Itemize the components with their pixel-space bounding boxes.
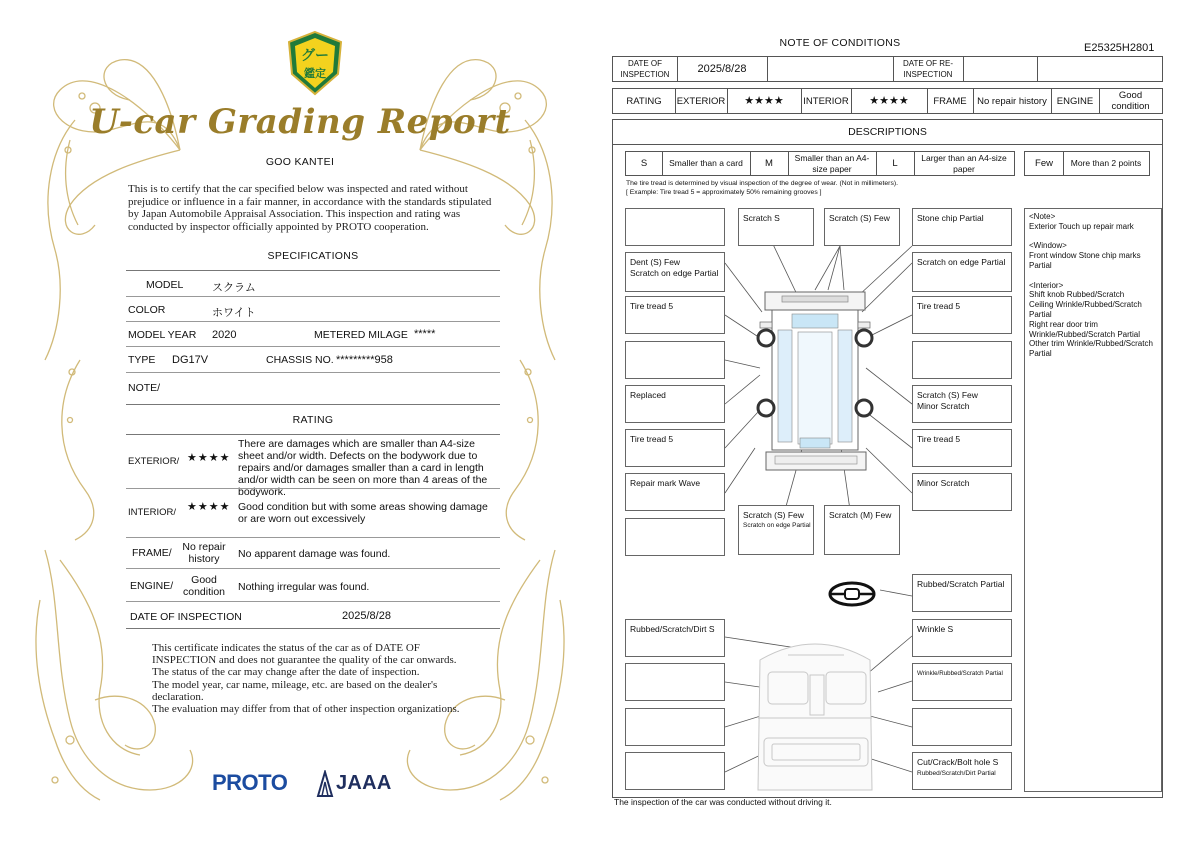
legend-code-s: S [640,158,648,169]
model-value: スクラム [212,282,256,294]
model-year-label: MODEL YEAR [128,329,197,341]
condition-text: Repair mark Wave [630,478,701,488]
legend-text-s: Smaller than a card [669,158,743,168]
condition-text: Replaced [630,390,666,400]
interior-stars: ★★★★ [869,94,909,107]
condition-box-left-3 [625,341,725,379]
interior-description: Good condition but with some areas showing damage or are worn out excessively [238,501,488,525]
color-value: ホワイト [212,307,256,319]
condition-box-left-1 [625,252,725,292]
condition-box-left-7 [625,518,725,556]
condition-text: Tire tread 5 [917,434,961,444]
condition-text: Scratch (S) Few [743,510,804,520]
type-value: DG17V [172,354,209,366]
frame-label: FRAME [933,95,967,107]
condition-text: Scratch (S) Few Minor Scratch [917,390,978,411]
frame-label: FRAME/ [132,547,172,559]
condition-box-left-6 [625,473,725,511]
chassis-label: CHASSIS NO. [266,354,334,366]
mileage-value: ***** [414,328,436,340]
divider [126,372,500,373]
exterior-description: There are damages which are smaller than A4-size sheet and/or width. Defects on the bodywork due to repairs and/or damages smaller than a card in length and/or width can be seen on more than 4 areas of the bodywork. [238,438,488,498]
exterior-stars: ★★★★ [744,94,784,107]
footer-line: The evaluation may differ from that of other inspection organizations. [152,703,460,716]
interior-box-right-2 [912,619,1012,657]
engine-label: ENGINE/ [130,580,174,592]
note-line: Front window Stone chip marks Partial [1029,251,1141,270]
note-line: Shift knob Rubbed/Scratch [1029,290,1125,300]
legend-code-l: L [892,158,898,169]
car-interior-diagram [758,644,872,790]
date-of-inspection-value: 2025/8/28 [697,62,747,75]
notes-panel [1024,208,1162,792]
note-line [1025,271,1161,281]
specifications-heading: SPECIFICATIONS [267,250,359,262]
divider [126,488,500,489]
re-inspection-label: DATE OF RE-INSPECTION [902,59,954,79]
note-line: Ceiling Wrinkle/Rubbed/Scratch Partial [1029,300,1142,319]
condition-box-rear-1 [738,505,814,555]
condition-text: Minor Scratch [917,478,970,488]
divider [126,270,500,271]
tread-example: [ Example: Tire tread 5 = approximately 50% remaining grooves ] [626,189,822,196]
divider [126,321,500,322]
condition-box-top-left [625,208,725,246]
condition-box-right-2 [912,296,1012,334]
jaaa-logo: JAAA [336,772,392,794]
note-line: <Window> [1029,241,1067,251]
model-label: MODEL [146,279,184,291]
note-line: Right rear door trim Wrinkle/Rubbed/Scratch Partial [1029,319,1141,339]
engine-value: Good condition [1111,90,1150,112]
legend-text-m: Smaller than an A4-size paper [794,152,870,174]
jaaa-mark-icon [316,770,334,798]
date-of-inspection-label: DATE OF INSPECTION [620,59,670,79]
type-label: TYPE [128,354,156,366]
model-year-value: 2020 [212,329,237,341]
divider [126,346,500,347]
goo-kantei-badge-icon [286,30,344,96]
color-label: COLOR [128,304,166,316]
frame-value: No repair history [182,541,226,565]
frame-value: No repair history [977,95,1047,107]
inspection-date-label: DATE OF INSPECTION [130,611,242,623]
condition-box-right-4 [912,385,1012,423]
exterior-label: EXTERIOR [676,95,726,107]
divider [126,296,500,297]
condition-text: Tire tread 5 [917,301,961,311]
condition-box-left-4 [625,385,725,423]
condition-text: Tire tread 5 [630,434,674,444]
condition-text: Scratch S [743,213,780,223]
footer-line: The model year, car name, mileage, etc. are based on the dealer's declaration. [152,678,438,703]
frame-description: No apparent damage was found. [238,548,391,560]
condition-box-front-2 [824,208,900,246]
svg-text:グー: グー [301,48,329,64]
condition-box-right-3 [912,341,1012,379]
condition-box-right-5 [912,429,1012,467]
condition-text: Dent (S) Few Scratch on edge Partial [630,257,719,278]
note-line: Other trim Wrinkle/Rubbed/Scratch Partial [1029,339,1153,359]
descriptions-heading: DESCRIPTIONS [848,125,927,138]
report-code: E25325H2801 [1084,42,1155,54]
interior-box-left-3 [625,708,725,746]
certificate-intro: This is to certify that the car specified below was inspected and rated without prejudice or influence in a fair manner, in accordance with the standards stipulated by Japan Automobile Appraisal Association. This inspection and rating was conducted by inspector officially appointed by PROTO cooperation. [128,183,492,234]
condition-subtext: Scratch on edge Partial [743,522,811,529]
legend-text-few: More than 2 points [1070,158,1142,168]
divider [126,628,500,629]
legend-code-few: Few [1035,158,1053,169]
inspection-footnote: The inspection of the car was conducted without driving it. [614,797,832,807]
note-line: <Note> [1029,212,1056,221]
interior-stars: ★★★★ [187,501,231,513]
condition-text: Scratch (M) Few [829,510,892,520]
engine-description: Nothing irregular was found. [238,581,370,593]
divider [126,404,500,405]
interior-box-left-4 [625,752,725,790]
condition-text: Tire tread 5 [630,301,674,311]
condition-text: Cut/Crack/Bolt hole S [917,757,999,767]
condition-text: Rubbed/Scratch Partial [917,579,1005,589]
svg-text:鑑定: 鑑定 [304,67,326,80]
footer-line: The status of the car may change after the date of inspection. [152,666,420,679]
interior-box-right-1 [912,574,1012,612]
exterior-label: EXTERIOR/ [128,456,180,467]
legend-code-m: M [765,158,773,169]
condition-box-right-1 [912,252,1012,292]
divider [126,568,500,569]
condition-text: Rubbed/Scratch/Dirt S [630,624,715,634]
divider [126,537,500,538]
condition-box-top-right [912,208,1012,246]
condition-box-right-6 [912,473,1012,511]
footer-line: This certificate indicates the status of the car as of DATE OF INSPECTION and does not guarantee the quality of the car onwards. [152,642,457,667]
rating-heading: RATING [292,414,334,426]
condition-text: Wrinkle S [917,624,954,634]
condition-box-front-1 [738,208,814,246]
certificate-org: GOO KANTEI [265,156,335,168]
organization-logos [212,768,402,802]
note-line: <Interior> [1029,280,1064,290]
tread-note: The tire tread is determined by visual inspection of the degree of wear. (Not in millimeters). [626,180,898,187]
condition-box-left-2 [625,296,725,334]
interior-box-right-5 [912,752,1012,790]
inspection-date-value: 2025/8/28 [342,610,391,622]
proto-logo: PROTO [212,770,288,795]
exterior-stars: ★★★★ [187,452,231,464]
interior-box-right-4 [912,708,1012,746]
condition-text: Wrinkle/Rubbed/Scratch Partial [917,670,1003,677]
car-exterior-diagram [758,292,872,470]
note-title: NOTE OF CONDITIONS [779,37,901,49]
note-line [1025,232,1161,242]
condition-text: Scratch (S) Few [829,213,890,223]
legend-text-l: Larger than an A4-size paper [921,152,1007,174]
interior-box-left-1 [625,619,725,657]
engine-value: Good condition [182,574,226,598]
condition-subtext: Rubbed/Scratch/Dirt Partial [917,770,996,777]
chassis-value: *********958 [336,354,393,366]
rating-label: RATING [626,95,662,107]
certificate-footer [152,642,472,715]
condition-text: Stone chip Partial [917,213,984,223]
note-of-conditions [600,0,1200,848]
interior-box-left-2 [625,663,725,701]
engine-label: ENGINE [1056,95,1094,107]
mileage-label: METERED MILAGE [314,329,408,341]
note-label: NOTE/ [128,382,161,394]
divider [126,434,500,435]
interior-label: INTERIOR [803,95,849,107]
condition-box-left-5 [625,429,725,467]
divider [126,601,500,602]
interior-box-right-3 [912,663,1012,701]
certificate-title: U-car Grading Report [89,102,511,142]
condition-text: Scratch on edge Partial [917,257,1006,267]
steering-wheel-icon [830,583,874,605]
note-line: Exterior Touch up repair mark [1029,221,1134,231]
condition-box-rear-2 [824,505,900,555]
interior-label: INTERIOR/ [128,507,177,518]
